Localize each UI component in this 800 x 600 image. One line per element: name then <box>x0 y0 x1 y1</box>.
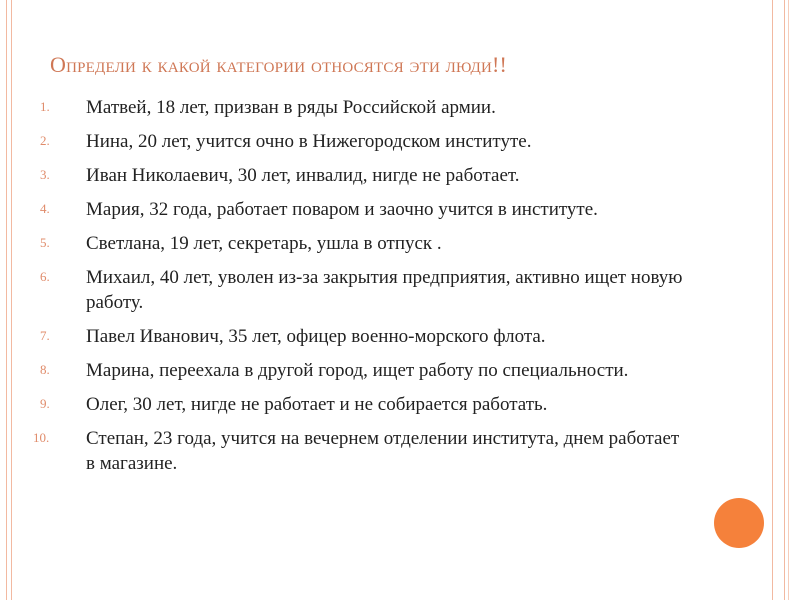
item-number: 8. <box>40 362 50 377</box>
right-frame-band <box>772 0 785 600</box>
item-text: Нина, 20 лет, учится очно в Нижегородском институте. <box>86 131 532 152</box>
item-number: 7. <box>40 328 50 343</box>
item-text: Светлана, 19 лет, секретарь, ушла в отпуск . <box>86 233 442 254</box>
list-item-7 <box>40 324 690 349</box>
list-item-2 <box>40 129 690 154</box>
list-item-4 <box>40 197 690 222</box>
item-text: Матвей, 18 лет, призван в ряды Российской армии. <box>86 97 496 118</box>
list-item-8 <box>40 358 690 383</box>
item-text: Марина, переехала в другой город, ищет работу по специальности. <box>86 360 629 381</box>
item-number: 9. <box>40 396 50 411</box>
list-item-1 <box>40 95 690 120</box>
list-item-6 <box>40 265 690 315</box>
right-frame-line <box>788 0 789 600</box>
item-number: 10. <box>33 430 50 445</box>
item-text: Олег, 30 лет, нигде не работает и не собирается работать. <box>86 394 548 415</box>
item-text: Михаил, 40 лет, уволен из-за закрытия предприятия, активно ищет новую работу. <box>86 267 683 313</box>
item-number: 2. <box>40 133 50 148</box>
item-number: 3. <box>40 167 50 182</box>
item-number: 6. <box>40 269 50 284</box>
list-item-5 <box>40 231 690 256</box>
item-text: Павел Иванович, 35 лет, офицер военно-морского флота. <box>86 326 546 347</box>
item-number: 1. <box>40 99 50 114</box>
list-item-10 <box>33 426 690 476</box>
slide-title: Определи к какой категории относятся эти люди!! <box>50 52 508 77</box>
list-item-9 <box>40 392 690 417</box>
list-item-3 <box>40 163 690 188</box>
people-list <box>33 95 690 485</box>
item-number: 5. <box>40 235 50 250</box>
item-text: Мария, 32 года, работает поваром и заочно учится в институте. <box>86 199 598 220</box>
item-number: 4. <box>40 201 50 216</box>
accent-circle <box>714 498 764 548</box>
item-text: Иван Николаевич, 30 лет, инвалид, нигде не работает. <box>86 165 520 186</box>
item-text: Степан, 23 года, учится на вечернем отделении института, днем работает в магазине. <box>86 428 680 474</box>
left-frame-line <box>6 0 12 600</box>
